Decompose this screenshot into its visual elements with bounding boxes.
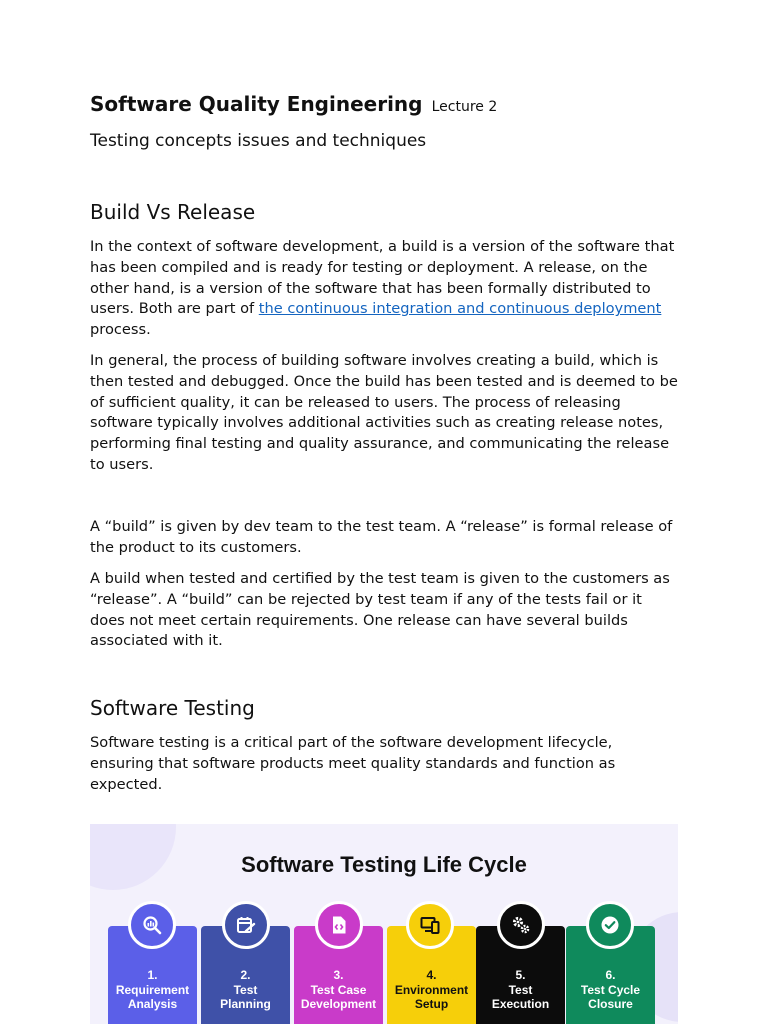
stage-label (294, 968, 383, 1012)
stage-name: Test Cycle (580, 982, 641, 997)
stlc-infographic (90, 824, 678, 1024)
stage-name: Execution (491, 997, 550, 1011)
stage-name: Development (300, 997, 377, 1011)
check-circle-icon (586, 901, 634, 949)
stage-label (201, 968, 290, 1012)
devices-icon (406, 901, 454, 949)
paragraph-build-release-teams: A “build” is given by dev team to the test team. A “release” is formal release of the product to its customers. (90, 518, 673, 556)
heading-software-testing: Software Testing (90, 696, 255, 720)
lecture-label: Lecture 2 (431, 99, 498, 115)
document-title (90, 92, 497, 116)
paragraph-build-process: In general, the process of building software involves creating a build, which is then tested and debugged. Once the build has been tested and is deemed to be of sufficient quality, it can be released to users. The process of releasing software typically involves additional activities such as creating release notes, performing final testing and quality assurance, and communicating the release to users. (90, 352, 678, 473)
paragraph-build-certified: A build when tested and certified by the test team is given to the customers as “release”. A “build” can be rejected by test team if any of the tests fail or it does not meet certain requirements. One release can have several builds associated with it. (90, 570, 670, 650)
stage-label (108, 968, 197, 1012)
paragraph-text: In the context of software development, a build is a version of the software that has been compiled and is ready for testing or deployment. A release, on the other hand, is a version of the software that has been formally distributed to users. Both are part of (90, 238, 675, 318)
stage-number: 6. (605, 968, 616, 982)
stage-number: 3. (333, 968, 344, 982)
stage-name: Requirement (115, 982, 190, 997)
paragraph-text: process. (90, 321, 151, 339)
stage-name: Closure (588, 997, 633, 1011)
stage-number: 4. (426, 968, 437, 982)
gears-icon (497, 901, 545, 949)
stage-number: 5. (515, 968, 526, 982)
stage-number: 1. (147, 968, 158, 982)
stage-label (566, 968, 655, 1012)
calendar-edit-icon (222, 901, 270, 949)
stage-name: Setup (414, 997, 449, 1011)
stage-name: Planning (220, 997, 271, 1011)
heading-build-vs-release: Build Vs Release (90, 200, 256, 224)
stage-name: Analysis (127, 997, 178, 1011)
title-main: Software Quality Engineering (90, 92, 423, 116)
infographic-title: Software Testing Life Cycle (241, 852, 527, 877)
stage-name: Test Case (310, 982, 367, 997)
document-subtitle: Testing concepts issues and techniques (90, 131, 427, 151)
stage-name: Test (508, 982, 533, 997)
stage-name: Test (233, 982, 258, 997)
stage-label (387, 968, 476, 1012)
code-file-icon (315, 901, 363, 949)
stage-number: 2. (240, 968, 251, 982)
analysis-icon (128, 901, 176, 949)
stage-name: Environment (394, 982, 469, 997)
paragraph-build-definition (90, 237, 680, 341)
paragraph-software-testing: Software testing is a critical part of the software development lifecycle, ensuring that software products meet quality standards and function as expected. (90, 734, 616, 793)
ci-cd-link[interactable]: the continuous integration and continuous deployment (258, 300, 662, 318)
stage-label (476, 968, 565, 1012)
